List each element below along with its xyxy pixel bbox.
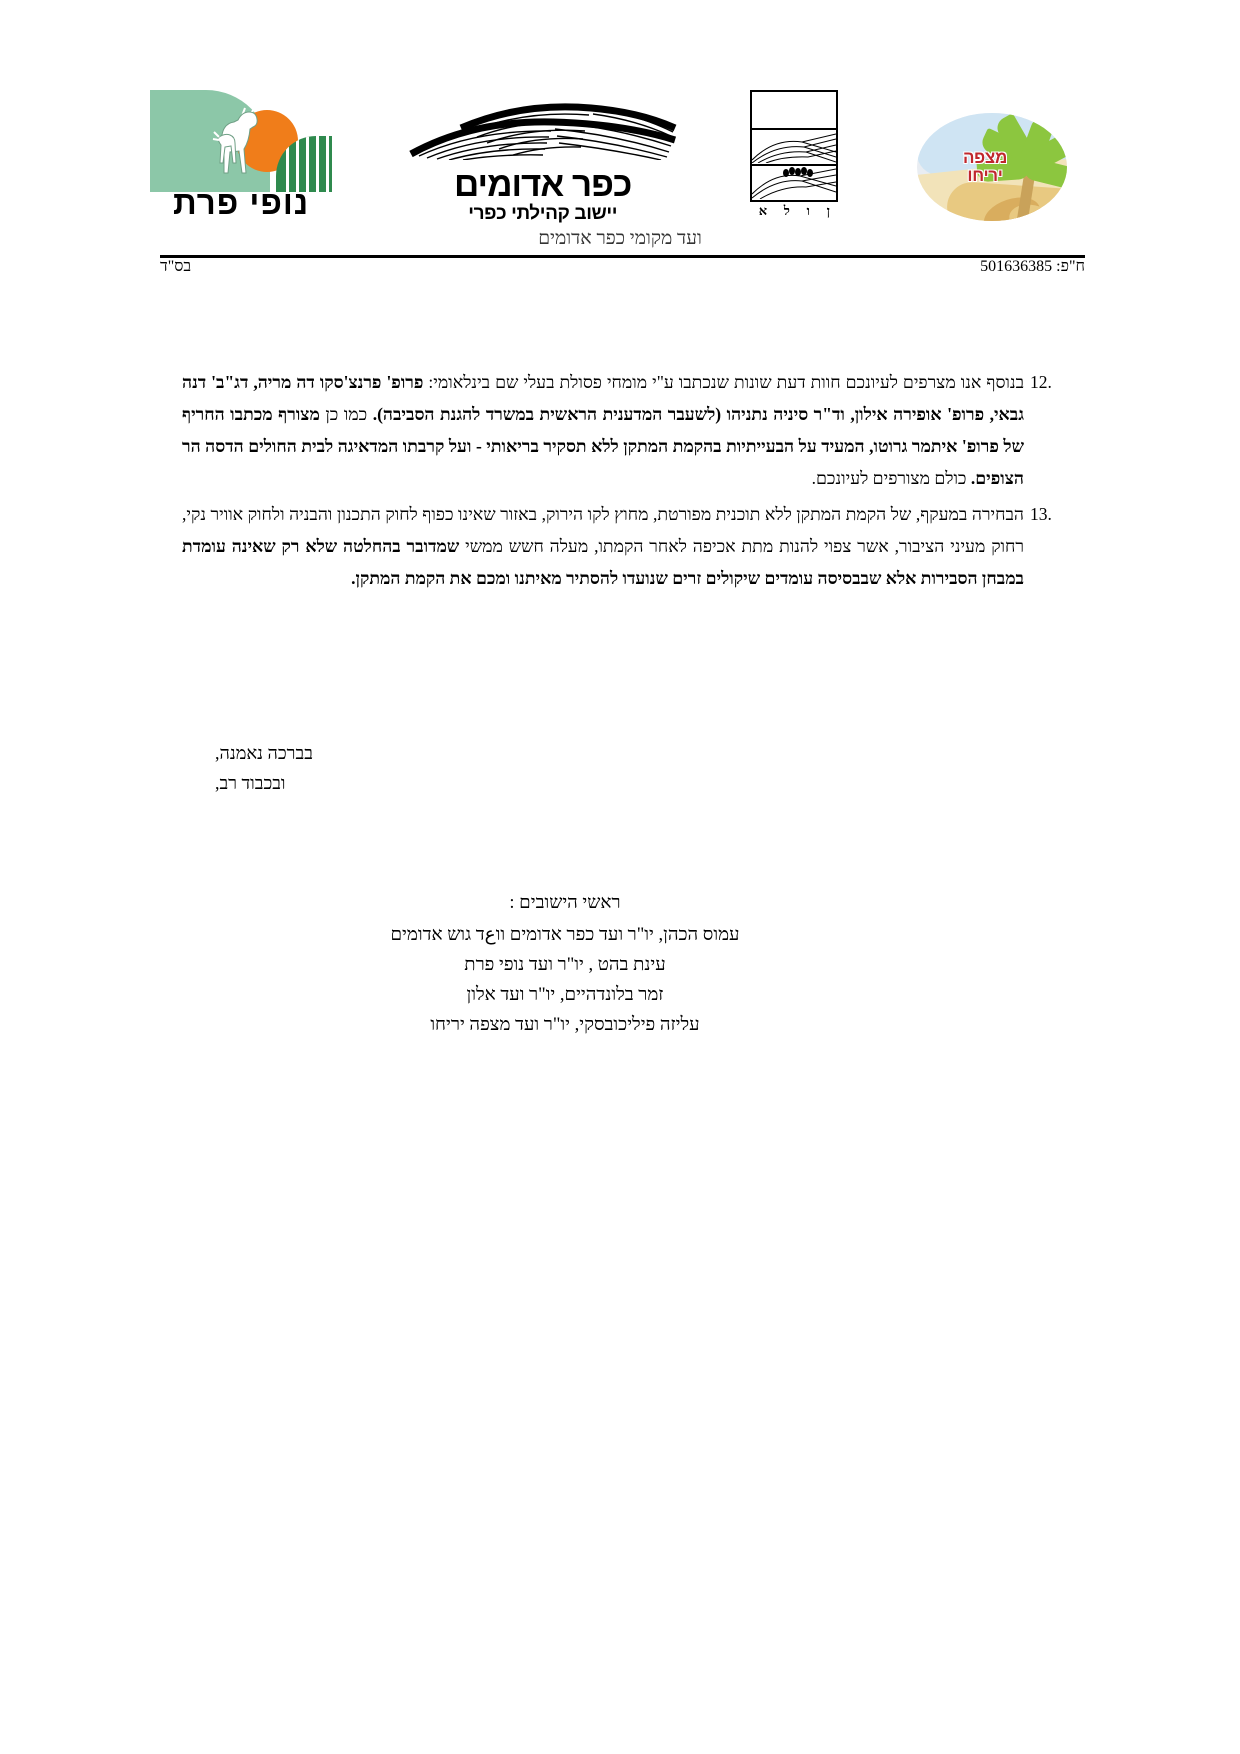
kfar-adumim-hills-icon <box>403 102 683 160</box>
alon-letter: ן <box>826 203 830 218</box>
mitzpe-yericho-logo <box>905 87 1090 222</box>
leader-name: זמר בלונדהיים, יו"ר ועד אלון <box>466 985 664 1005</box>
item-text: בנוסף אנו מצרפים לעיונכם חוות דעת שונות שנכתבו ע"י מומחי פסולת בעלי שם בינלאומי: <box>423 372 1024 392</box>
leaders-names-list <box>0 920 1130 1040</box>
alon-letter: א <box>758 203 768 218</box>
item-number: 12. <box>1030 372 1052 392</box>
item-number: 13. <box>1030 504 1052 524</box>
alon-logo <box>750 90 842 222</box>
alon-wordmark <box>750 204 838 218</box>
company-number: ח"פ: 501636385 <box>980 258 1085 275</box>
organization-name: ועד מקומי כפר אדומים <box>538 228 702 249</box>
mitzpe-yericho-wordmark <box>929 149 1041 185</box>
leader-name: עינת בהט , יו"ר ועד נופי פרת <box>464 955 666 975</box>
alon-letter: ו <box>806 203 810 218</box>
numbered-item <box>182 366 1052 494</box>
leaders-block <box>0 888 1130 1040</box>
item-text-emphasis: שמדובר בהחלטה שלא רק שאינה עומדת במבחן הסבירות אלא שבבסיסה עומדים שיקולים זרים שנועדו להסתיר מאיתנו ומכם את הקמת המתקן. <box>182 536 1024 588</box>
numbered-items-list <box>182 366 1062 594</box>
kfar-adumim-wordmark: כפר אדומים <box>454 165 632 204</box>
item-text-emphasis: מצורף מכתבו החריף של פרופ' איתמר גרוטו, המעיד על הבעייתיות בהקמת המתקן ללא תסקיר בריאותי - ועל קרבתו המדאיגה לבית החולים הדסה הר הצופים. <box>182 404 1024 488</box>
item-text: כולם מצורפים לעיונכם. <box>811 468 971 488</box>
alon-tree-field-icon <box>752 166 836 199</box>
kfar-adumim-tagline: יישוב קהילתי כפרי <box>468 203 618 224</box>
nofei-prat-scene <box>150 90 332 192</box>
header-meta-row <box>160 258 1085 276</box>
leader-name: עליזה פיליכובסקי, יו"ר ועד מצפה יריחו <box>430 1015 700 1035</box>
alon-field-lines-icon <box>752 130 836 163</box>
bsd-marker: בס"ד <box>160 258 192 275</box>
gazelle-icon <box>150 90 332 192</box>
signature-line-2: ובכבוד רב, <box>215 773 286 793</box>
alon-letter: ל <box>783 203 790 218</box>
letterhead <box>150 72 1090 222</box>
item-text-emphasis: פרופ' פרנצ'סקו דה מריה, דג"ב' דנה גבאי, פרופ' אופירה אילון, וד"ר סיניה נתניהו (לשעבר המדענית הראשית במשרד להגנת הסביבה). <box>182 372 1025 424</box>
alon-field-bottom <box>752 166 836 199</box>
item-text: הבחירה במעקף, של הקמת המתקן ללא תוכנית מפורטת, מחוץ לקו הירוק, באזור שאינו כפוף לחוק התכנון והבניה ולחוק אוויר נקי, רחוק מעיני הציבור, אשר צפוי להנות מתת אכיפה לאחר הקמתו, מעלה חשש ממשי <box>182 504 1024 556</box>
leaders-heading: ראשי הישובים : <box>509 893 621 913</box>
item-text: כמו כן <box>319 404 373 424</box>
mitzpe-line-2: יריחו <box>967 166 1003 185</box>
leader-name: עמוס הכהן, יו"ר ועד כפר אדומים ווعד גוש אדומים <box>390 925 740 945</box>
signature-block <box>215 738 1240 798</box>
nofei-prat-wordmark: נופי פרת <box>173 184 310 221</box>
signature-line-1: בברכה נאמנה, <box>215 743 313 763</box>
alon-field-middle <box>752 130 836 163</box>
nofei-prat-logo <box>150 90 335 222</box>
letter-body <box>182 366 1062 598</box>
numbered-item <box>182 498 1052 594</box>
mitzpe-line-1: מצפה <box>962 148 1008 167</box>
kfar-adumim-logo <box>398 102 688 222</box>
